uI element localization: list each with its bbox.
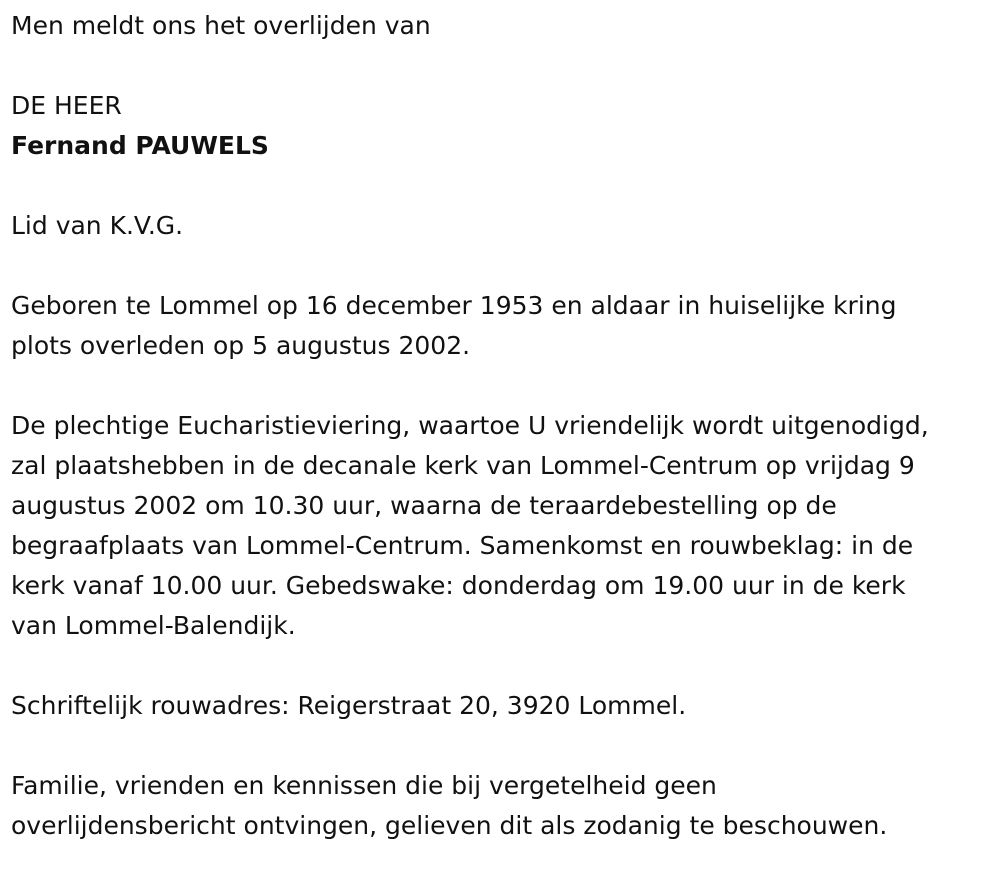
spacer — [11, 366, 996, 406]
closing-paragraph — [11, 766, 996, 846]
obituary-notice — [11, 6, 996, 846]
ceremony-line: van Lommel-Balendijk. — [11, 611, 296, 640]
ceremony-paragraph — [11, 406, 996, 646]
ceremony-line: zal plaatshebben in de decanale kerk van Lommel-Centrum op vrijdag 9 — [11, 451, 915, 480]
birth-paragraph — [11, 286, 996, 366]
deceased-name: Fernand PAUWELS — [11, 131, 269, 160]
intro-line: Men meldt ons het overlijden van — [11, 11, 431, 40]
closing-line: overlijdensbericht ontvingen, gelieven dit als zodanig te beschouwen. — [11, 811, 888, 840]
ceremony-line: kerk vanaf 10.00 uur. Gebedswake: donderdag om 19.00 uur in de kerk — [11, 571, 906, 600]
membership-line: Lid van K.V.G. — [11, 211, 184, 240]
closing-line: Familie, vrienden en kennissen die bij vergetelheid geen — [11, 771, 717, 800]
ceremony-line: De plechtige Eucharistieviering, waartoe U vriendelijk wordt uitgenodigd, — [11, 411, 929, 440]
ceremony-line: begraafplaats van Lommel-Centrum. Samenkomst en rouwbeklag: in de — [11, 531, 914, 560]
honorific: DE HEER — [11, 91, 122, 120]
spacer — [11, 46, 996, 86]
spacer — [11, 166, 996, 206]
spacer — [11, 726, 996, 766]
ceremony-line: augustus 2002 om 10.30 uur, waarna de teraardebestelling op de — [11, 491, 837, 520]
spacer — [11, 246, 996, 286]
spacer — [11, 646, 996, 686]
mourning-address: Schriftelijk rouwadres: Reigerstraat 20, 3920 Lommel. — [11, 691, 687, 720]
birth-line: plots overleden op 5 augustus 2002. — [11, 331, 471, 360]
birth-line: Geboren te Lommel op 16 december 1953 en aldaar in huiselijke kring — [11, 291, 897, 320]
